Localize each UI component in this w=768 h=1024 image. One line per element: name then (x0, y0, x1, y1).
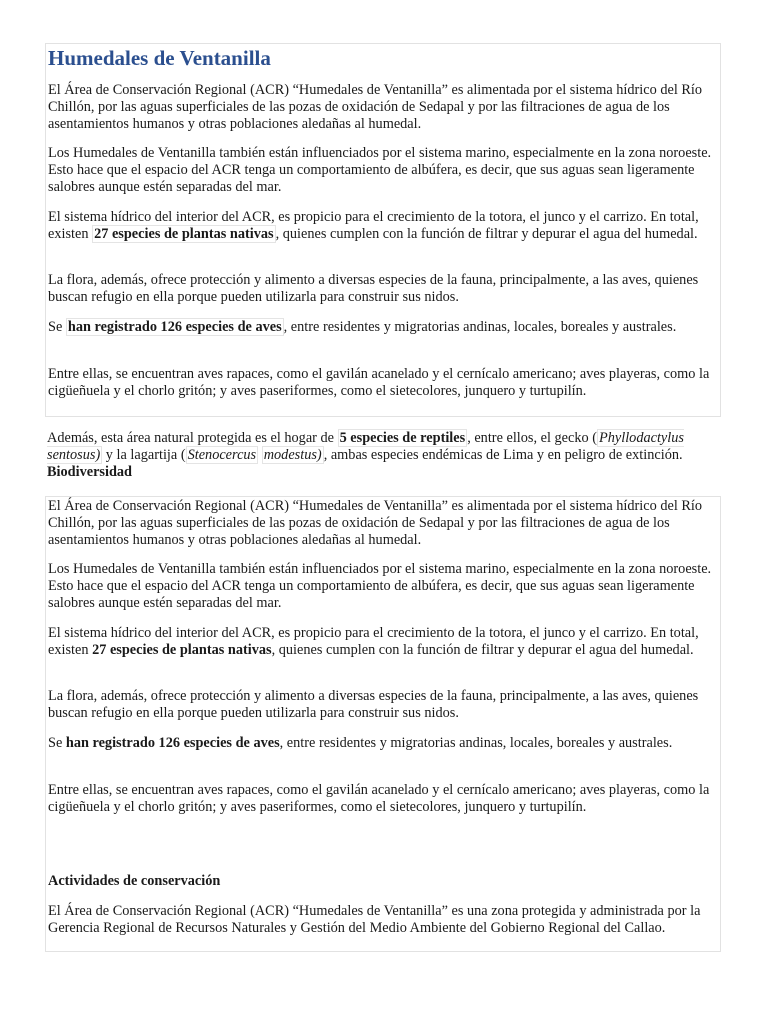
reptiles-text-c: , entre ellos, el gecko ( (467, 430, 597, 446)
gecko-species-name: Phyllodactylus sentosus) (47, 430, 684, 463)
paragraph-3-text-c: , quienes cumplen con la función de filtrar y depurar el agua del humedal. (275, 226, 698, 242)
paragraph-2-4: La flora, además, ofrece protección y alimento a diversas especies de la fauna, principalmente, a las aves, quienes buscan refugio en ella porque pueden utilizarla para construir sus nidos. (48, 688, 699, 721)
paragraph-2-1: El Área de Conservación Regional (ACR) “Humedales de Ventanilla” es alimentada por el sistema hídrico del Río Chillón, por las aguas superficiales de las pozas de oxidación de Sedapal y por las filtraciones de agua de los asentamientos humanos y otras poblaciones aledañas al humedal. (48, 498, 703, 548)
paragraph-6: Entre ellas, se encuentran aves rapaces, como el gavilán acanelado y el cernícalo americano; aves playeras, como la cigüeñuela y el chorlo gritón; y aves paseriformes, como el sietecolores, junquero y turtupilín. (48, 366, 710, 399)
paragraph-3 (48, 209, 718, 243)
birds-count-bold: han registrado 126 especies de aves (65, 735, 280, 751)
paragraph-2-5-text-a: Se (48, 735, 66, 751)
paragraph-2-3 (48, 625, 718, 659)
paragraph-5-text-c: , entre residentes y migratorias andinas, locales, boreales y australes. (283, 319, 677, 335)
lizard-species-name: modestus) (263, 447, 322, 463)
paragraph-2-6: Entre ellas, se encuentran aves rapaces, como el gavilán acanelado y el cernícalo americano; aves playeras, como la cigüeñuela y el chorlo gritón; y aves paseriformes, como el sietecolores, junquero y turtupilín. (48, 782, 710, 815)
paragraph-2-3-text-c: , quienes cumplen con la función de filtrar y depurar el agua del humedal. (271, 642, 694, 658)
native-plants-bold: 27 especies de plantas nativas (92, 642, 272, 658)
paragraph-1: El Área de Conservación Regional (ACR) “Humedales de Ventanilla” es alimentada por el sistema hídrico del Río Chillón, por las aguas superficiales de las pozas de oxidación de Sedapal y por las filtraciones de agua de los asentamientos humanos y otras poblaciones aledañas al humedal. (48, 82, 703, 132)
paragraph-2-2: Los Humedales de Ventanilla también están influenciados por el sistema marino, especialmente en la zona noroeste. Esto hace que el espacio del ACR tenga un comportamiento de albúfera, es decir, que sus aguas sean ligeramente salobres aunque estén separadas del mar. (48, 561, 712, 611)
biodiversity-label: Biodiversidad (47, 464, 133, 480)
birds-count-highlight: han registrado 126 especies de aves (67, 319, 282, 335)
paragraph-2-7: El Área de Conservación Regional (ACR) “Humedales de Ventanilla” es una zona protegida y administrada por la Gerencia Regional de Recursos Naturales y Gestión del Medio Ambiente del Gobierno Regional del Callao. (48, 903, 701, 936)
paragraph-2-5-text-c: , entre residentes y migratorias andinas, locales, boreales y australes. (279, 735, 673, 751)
native-plants-highlight: 27 especies de plantas nativas (94, 226, 274, 242)
paragraph-2: Los Humedales de Ventanilla también están influenciados por el sistema marino, especialmente en la zona noroeste. Esto hace que el espacio del ACR tenga un comportamiento de albúfera, es decir, que sus aguas sean ligeramente salobres aunque estén separadas del mar. (48, 145, 712, 195)
content-box-2 (45, 496, 721, 952)
conservation-heading (48, 873, 718, 890)
conservation-heading-text: Actividades de conservación (48, 873, 221, 889)
page-title: Humedales de Ventanilla (48, 46, 271, 70)
reptiles-paragraph (47, 430, 723, 481)
lizard-genus-name: Stenocercus (187, 447, 257, 463)
reptiles-highlight: 5 especies de reptiles (339, 430, 466, 446)
paragraph-5 (48, 319, 718, 336)
paragraph-5-text-a: Se (48, 319, 66, 335)
paragraph-2-3-text-a: El sistema hídrico del interior del ACR, es propicio para el crecimiento de la totora, el junco y el carrizo. En total, existen (48, 625, 699, 658)
reptiles-text-a: Además, esta área natural protegida es el hogar de (47, 430, 338, 446)
paragraph-4: La flora, además, ofrece protección y alimento a diversas especies de la fauna, principalmente, a las aves, quienes buscan refugio en ella porque pueden utilizarla para construir sus nidos. (48, 272, 699, 305)
reptiles-text-h: , ambas especies endémicas de Lima y en peligro de extinción. (323, 447, 683, 463)
paragraph-2-5 (48, 735, 718, 752)
content-box-1 (45, 43, 721, 417)
paragraph-3-text-a: El sistema hídrico del interior del ACR, es propicio para el crecimiento de la totora, el junco y el carrizo. En total, existen (48, 209, 699, 242)
reptiles-text-e: y la lagartija ( (102, 447, 186, 463)
